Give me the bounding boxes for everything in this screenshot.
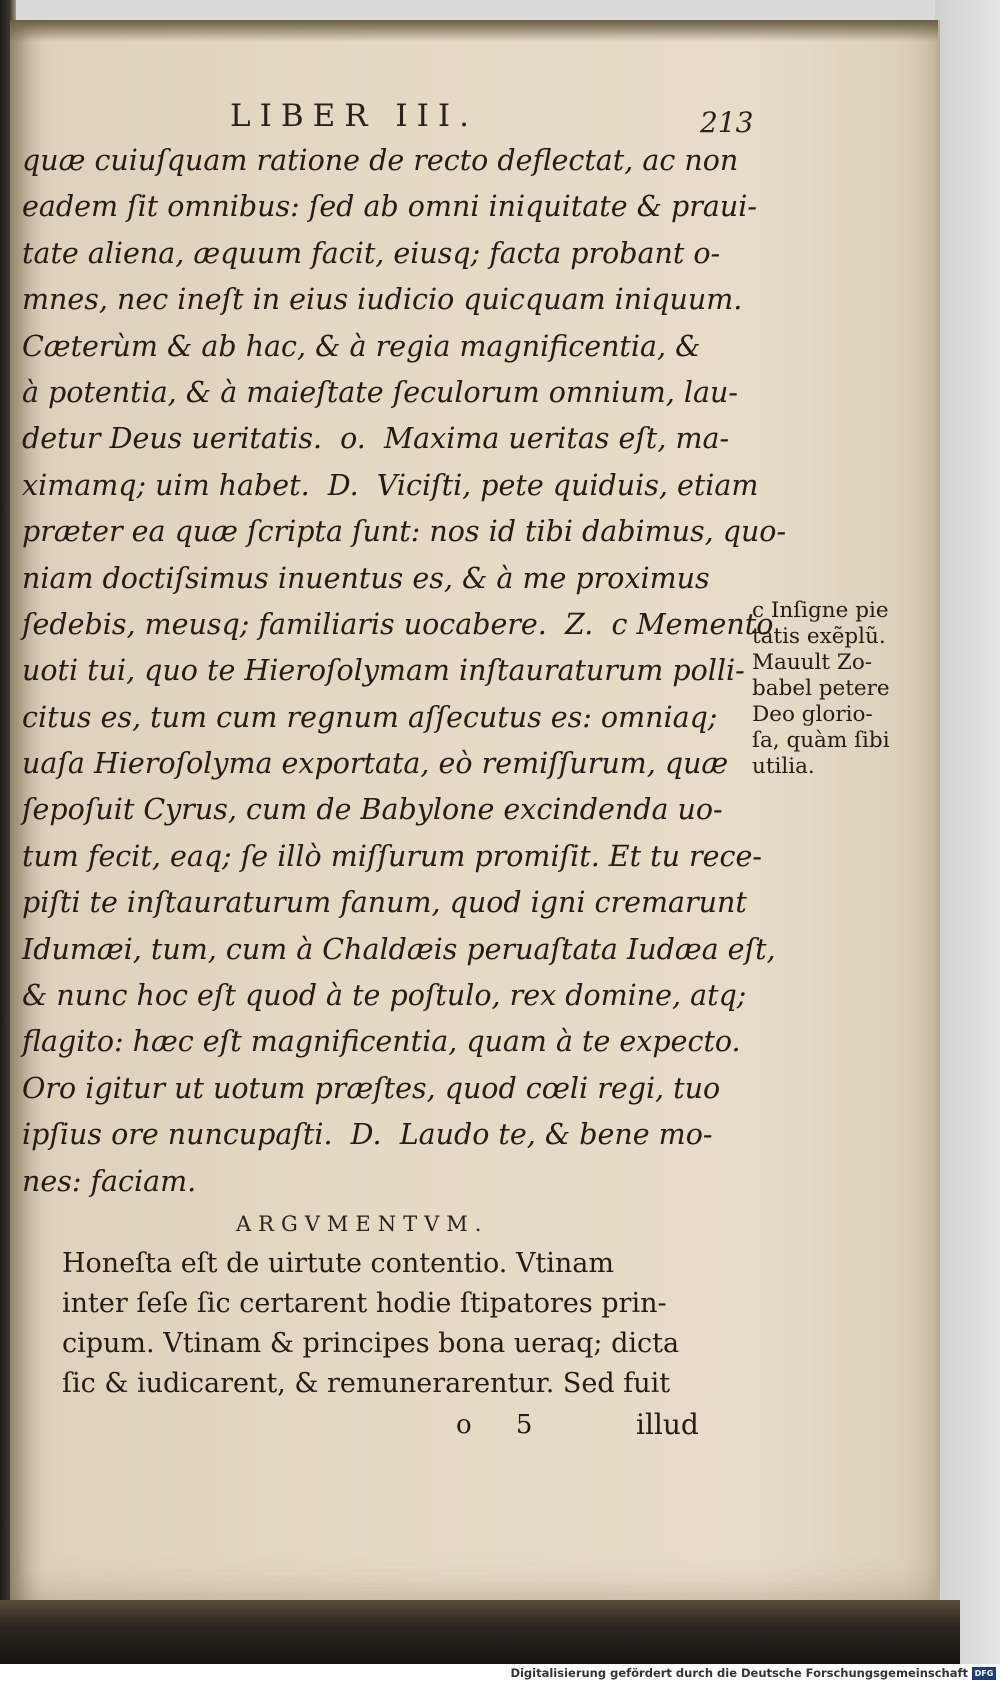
text-line: ſedebis, meusq; familiaris uocabere. Z. c Memento (22, 607, 774, 641)
text-line: flagito: hæc eſt magnificentia, quam à te expecto. (22, 1025, 741, 1059)
text-line: tate aliena, æquum facit, eiusq; facta probant o- (22, 236, 721, 270)
page-top-shadow (10, 20, 938, 42)
marginal-note-line: c Inſigne pie (752, 598, 889, 623)
text-line: quæ cuiuſquam ratione de recto deflectat, ac non (22, 144, 739, 177)
marginal-note-line: babel petere (752, 676, 890, 701)
text-line: ximamq; uim habet. D. Viciſti, pete quiduis, etiam (22, 468, 759, 502)
text-line: Idumæi, tum, cum à Chaldæis peruaſtata Iudæa eſt, (22, 932, 776, 966)
text-line: eadem ſit omnibus: ſed ab omni iniquitate & praui- (22, 190, 758, 224)
page-number: 213 (700, 106, 754, 139)
text-line: niam doctiſsimus inuentus es, & à me proximus (22, 561, 710, 595)
catchword: illud (636, 1408, 699, 1441)
text-line: à potentia, & à maieſtate ſeculorum omnium, lau- (22, 375, 738, 409)
text-line: mnes, nec ineſt in eius iudicio quicquam iniquum. (22, 283, 743, 317)
scan-background (935, 0, 1000, 1664)
marginal-note (752, 598, 922, 780)
text-line: præter ea quæ ſcripta ſunt: nos id tibi dabimus, quo- (22, 515, 787, 549)
marginal-note-line: utilia. (752, 754, 815, 779)
text-line: nes: faciam. (22, 1164, 197, 1198)
text-line: Oro igitur ut uotum præſtes, quod cœli regi, tuo (22, 1071, 721, 1105)
text-line: uoti tui, quo te Hieroſolymam inſtauraturum polli- (22, 654, 745, 688)
argument-line: cipum. Vtinam & principes bona ueraq; dicta (62, 1328, 680, 1359)
marginal-note-line: ſa, quàm ſibi (752, 728, 890, 753)
signature-mark: o 5 (456, 1410, 551, 1440)
text-line: ſepoſuit Cyrus, cum de Babylone excindenda uo- (22, 793, 723, 827)
text-line: ipſius ore nuncupaſti. D. Laudo te, & bene mo- (22, 1118, 713, 1152)
text-line: piſti te inſtauraturum fanum, quod igni cremarunt (22, 886, 747, 920)
text-line: uaſa Hieroſolyma exportata, eò remiſſurum, quæ (22, 747, 729, 781)
footer-credit: Digitalisierung gefördert durch die Deutsche Forschungsgemeinschaft (510, 1666, 968, 1680)
text-line: Cæterùm & ab hac, & à regia magnificentia, & (22, 329, 701, 363)
argument-heading: ARGVMENTVM. (236, 1212, 489, 1236)
marginal-note-line: tatis exẽplũ. (752, 624, 886, 649)
marginal-note-line: Mauult Zo- (752, 650, 873, 675)
argument-line: inter ſeſe ſic certarent hodie ſtipatores prin- (62, 1288, 667, 1319)
argument-line: ſic & iudicarent, & remunerarentur. Sed fuit (62, 1368, 671, 1399)
text-line: citus es, tum cum regnum aſſecutus es: omniaq; (22, 700, 718, 734)
dfg-logo-icon: DFG (972, 1667, 996, 1680)
text-line: tum fecit, eaq; ſe illò miſſurum promiſit. Et tu rece- (22, 839, 762, 873)
page-bottom-edge (0, 1600, 960, 1664)
argument-text-block (62, 1244, 732, 1404)
text-line: detur Deus ueritatis. o. Maxima ueritas eſt, ma- (22, 422, 730, 456)
running-head: LIBER III. (230, 98, 479, 134)
marginal-note-line: Deo glorio- (752, 702, 873, 727)
argument-line: Honeſta eſt de uirtute contentio. Vtinam (62, 1248, 615, 1279)
text-line: & nunc hoc eſt quod à te poſtulo, rex domine, atq; (22, 979, 747, 1013)
